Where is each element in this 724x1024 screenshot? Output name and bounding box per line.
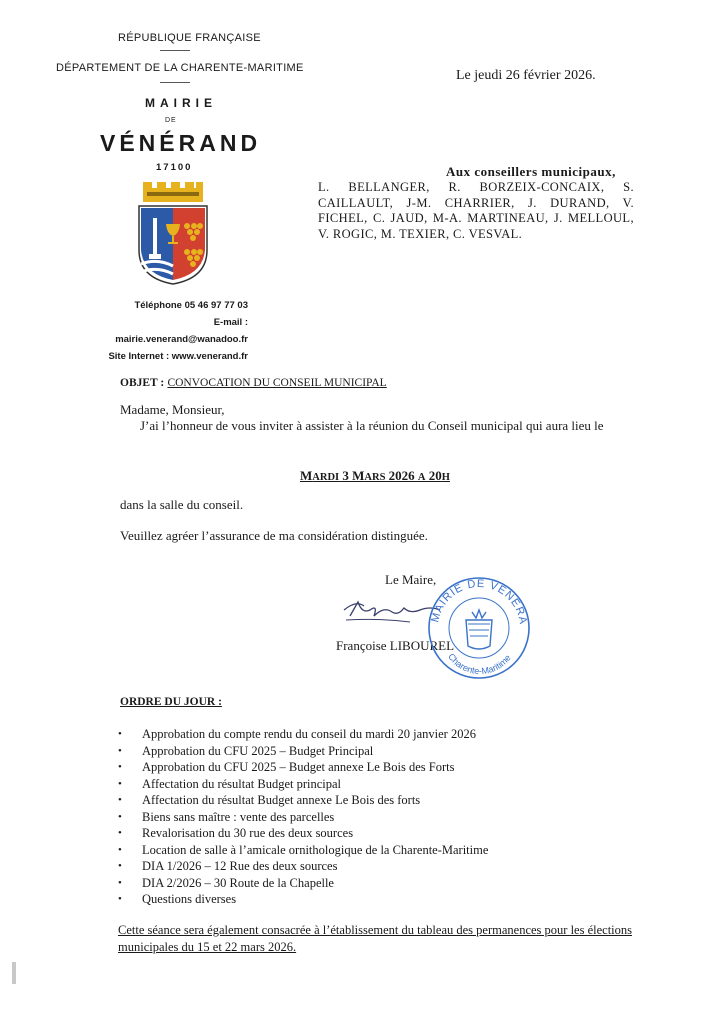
agenda-item-text: Approbation du CFU 2025 – Budget annexe Le Bois des Forts [142, 760, 455, 774]
agenda-item-text: Approbation du compte rendu du conseil du mardi 20 janvier 2026 [142, 727, 476, 741]
agenda-item [116, 891, 636, 908]
divider [160, 82, 190, 83]
meeting-part: ARDI [312, 472, 340, 483]
closing-note: Cette séance sera également consacrée à l’établissement du tableau des permanences pour les élections municipales du 15 et 22 mars 2026. [118, 923, 633, 954]
agenda-item [116, 743, 636, 760]
agenda-item-text: Questions diverses [142, 892, 237, 906]
bullet-icon: • [118, 744, 122, 757]
agenda-item [116, 759, 636, 776]
agenda-item [116, 726, 636, 743]
bullet-icon: • [118, 893, 122, 905]
stamp-top-text: MAIRIE DE VÉNÉRA [429, 577, 529, 626]
signature-role: Le Maire, [385, 572, 437, 587]
salutation: Madame, Monsieur, [120, 402, 225, 417]
intro-paragraph: J’ai l’honneur de vous inviter à assister à la réunion du Conseil municipal qui aura lieu le [140, 418, 604, 433]
politeness-line: Veuillez agréer l’assurance de ma considération distinguée. [120, 528, 428, 543]
scan-mark [12, 962, 16, 984]
bullet-icon: • [118, 876, 122, 889]
recipients-list: L. BELLANGER, R. BORZEIX-CONCAIX, S. CAILLAULT, J-M. CHARRIER, J. DURAND, V. FICHEL, C. JAUD, M-A. MARTINEAU, J. MELLOUL, V. ROGIC, M. TEXIER, C. VESVAL. [318, 180, 634, 241]
agenda-item-text: Biens sans maître : vente des parcelles [142, 809, 335, 824]
bullet-icon: • [118, 860, 122, 872]
agenda-item [116, 776, 636, 793]
agenda-item-text: Affectation du résultat Budget principal [142, 776, 342, 791]
bullet-icon: • [118, 728, 122, 740]
stamp-bottom-text: Charente-Maritime [446, 651, 513, 677]
department-label: DÉPARTEMENT DE LA CHARENTE-MARITIME [56, 62, 304, 74]
signatory-name: Françoise LIBOUREL [336, 638, 455, 653]
coat-of-arms-emblem [133, 180, 213, 288]
divider [160, 50, 190, 51]
agenda-item-text: Location de salle à l’amicale ornithologique de la Charente-Maritime [142, 842, 489, 857]
agenda-item [116, 809, 636, 826]
subject-label: OBJET : [120, 377, 165, 389]
agenda-item [116, 875, 636, 892]
bullet-icon: • [118, 761, 122, 773]
agenda-item-text: Affectation du résultat Budget annexe Le Bois des forts [142, 793, 421, 807]
agenda-item-text: DIA 2/2026 – 30 Route de la Chapelle [142, 875, 334, 890]
agenda-item [116, 858, 636, 875]
meeting-part: 3 M [339, 468, 365, 483]
bullet-icon: • [118, 777, 122, 790]
agenda-list [116, 726, 636, 908]
meeting-part: ARS [364, 472, 386, 483]
town-name: VÉNÉRAND [100, 130, 262, 156]
subject-line [120, 374, 387, 390]
phone-line: Téléphone 05 46 97 77 03 [134, 300, 248, 311]
agenda-title: ORDRE DU JOUR : [120, 696, 222, 708]
bullet-icon: • [118, 794, 122, 806]
letter-date: Le jeudi 26 février 2026. [456, 68, 596, 83]
meeting-part: A [417, 472, 426, 483]
recipients-title: Aux conseillers municipaux, [446, 164, 616, 179]
meeting-part: H [441, 472, 450, 483]
de-label: DE [165, 117, 177, 124]
website-line: Site Internet : www.venerand.fr [108, 351, 248, 362]
meeting-part: 2026 [385, 468, 418, 483]
agenda-item [116, 825, 636, 842]
agenda-item-text: DIA 1/2026 – 12 Rue des deux sources [142, 859, 338, 873]
meeting-date [300, 468, 450, 484]
agenda-item [116, 842, 636, 859]
bullet-icon: • [118, 810, 122, 823]
meeting-part: M [300, 468, 313, 483]
subject-text: CONVOCATION DU CONSEIL MUNICIPAL [167, 377, 387, 389]
agenda-item-text: Approbation du CFU 2025 – Budget Principal [142, 743, 374, 758]
meeting-part: 20 [425, 468, 442, 483]
republic-label: RÉPUBLIQUE FRANÇAISE [118, 32, 261, 44]
official-stamp [424, 572, 534, 682]
email-line: E-mail : mairie.venerand@wanadoo.fr [115, 317, 248, 345]
mairie-label: MAIRIE [145, 96, 217, 110]
postcode: 17100 [156, 162, 193, 173]
location-line: dans la salle du conseil. [120, 497, 244, 512]
bullet-icon: • [118, 843, 122, 856]
agenda-item-text: Revalorisation du 30 rue des deux sources [142, 826, 354, 840]
agenda-item [116, 792, 636, 809]
bullet-icon: • [118, 827, 122, 839]
